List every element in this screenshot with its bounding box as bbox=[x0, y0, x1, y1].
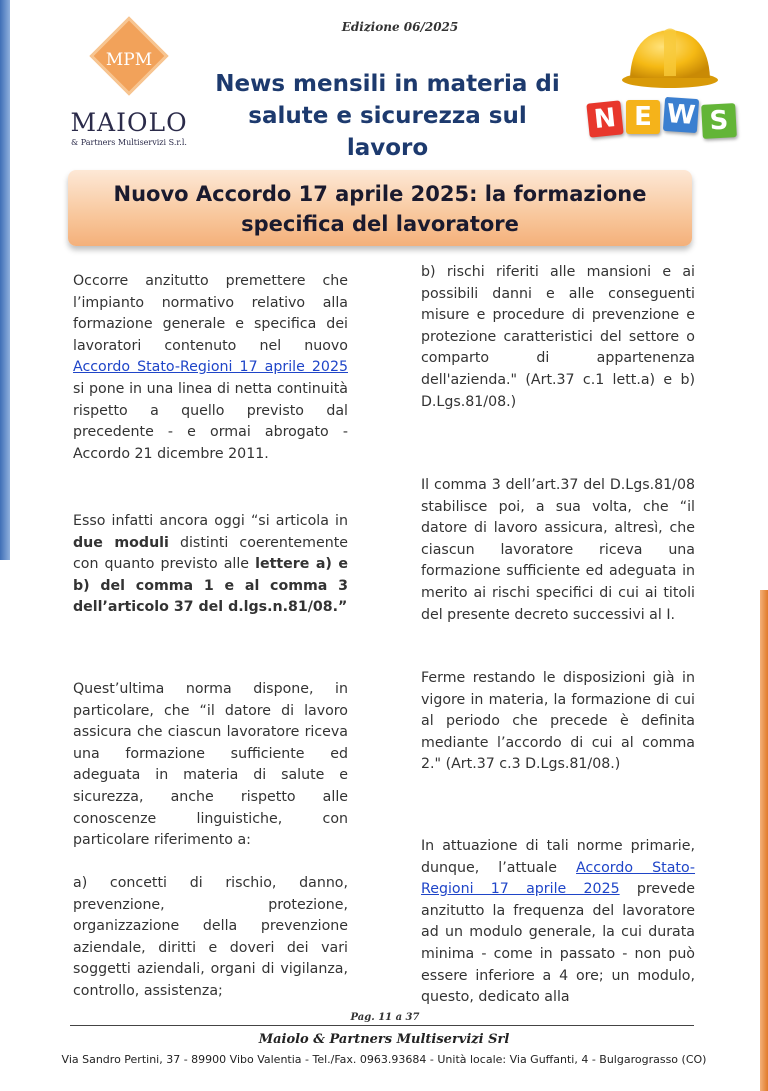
accordo-link-2[interactable]: Accordo Stato-Regioni 17 aprile 2025 bbox=[421, 859, 696, 898]
left-p2-text-a: Esso infatti ancora oggi “si articola in bbox=[73, 513, 348, 529]
right-p4-text-a: In attuazione di tali norme primarie, dunque, l’attuale bbox=[421, 838, 695, 876]
left-accent-bar bbox=[0, 0, 10, 560]
right-paragraph-1 bbox=[421, 262, 695, 413]
logo-subtitle: & Partners Multiservizi S.r.l. bbox=[71, 138, 187, 147]
logo-mark: MPM bbox=[105, 50, 153, 70]
right-p1-text: b) rischi riferiti alle mansioni e ai possibili danni e alle conseguenti misure e procedure di prevenzione e protezione caratteristici del settore o comparto di appartenenza dell'azienda." (Art.37 c.1 lett.a) e b) D.Lgs.81/08.) bbox=[421, 264, 695, 410]
footer-company: Maiolo & Partners Multiservizi Srl bbox=[258, 1032, 510, 1047]
article-headline bbox=[68, 170, 692, 246]
left-p1-text-b: si pone in una linea di netta continuità rispetto a quello previsto dal precedente - e ormai abrogato - Accordo 21 dicembre 2011. bbox=[73, 380, 348, 462]
left-paragraph-4 bbox=[73, 873, 348, 1003]
page-number: Pag. 11 a 37 bbox=[350, 1012, 420, 1023]
left-p2-bold-b: lettere a) e b) del comma 1 e al comma 3 dell’articolo 37 del d.lgs.n.81/08.” bbox=[73, 556, 348, 616]
edition-label: Edizione 06/2025 bbox=[341, 20, 459, 34]
right-p2-text: Il comma 3 dell’art.37 del D.Lgs.81/08 stabilisce poi, a sua volta, che “il datore di lavoro assicura, altresì, che ciascun lavoratore riceva una formazione sufficiente ed adeguata in merito ai rischi specifici di cui ai titoli del presente decreto successivi al I. bbox=[421, 477, 695, 623]
accordo-link-1[interactable]: Accordo Stato-Regioni 17 aprile 2025 bbox=[73, 359, 348, 376]
right-paragraph-2 bbox=[421, 475, 695, 626]
news-block-s: S bbox=[701, 103, 737, 139]
logo-name: MAIOLO bbox=[70, 108, 188, 137]
right-accent-bar bbox=[760, 590, 768, 1091]
news-blocks-icon bbox=[588, 96, 748, 142]
hard-hat-icon bbox=[620, 22, 720, 90]
left-p2-text-b: distinti coerentemente con quanto previsto alle bbox=[73, 534, 348, 573]
right-paragraph-4 bbox=[421, 836, 695, 1009]
left-paragraph-3 bbox=[73, 679, 348, 852]
newsletter-title bbox=[205, 68, 570, 164]
headline-line1: Nuovo Accordo 17 aprile 2025: la formazione bbox=[113, 182, 647, 206]
left-p2-bold-a: due moduli bbox=[73, 534, 169, 551]
right-paragraph-3 bbox=[421, 668, 695, 776]
right-p4-text-b: prevede anzitutto la frequenza del lavoratore ad un modulo generale, la cui durata minima - come in passato - non può essere inferiore a 4 ore; un modulo, questo, dedicato alla bbox=[421, 881, 696, 1006]
left-p3-text: Quest’ultima norma dispone, in particolare, che “il datore di lavoro assicura che ciascun lavoratore riceva una formazione sufficiente ed adeguata in materia di salute e sicurezza, anche rispetto alle conoscenze linguistiche, con particolare riferimento a: bbox=[73, 681, 348, 849]
headline-line2: specifica del lavoratore bbox=[241, 212, 519, 236]
newsletter-title-line1: News mensili in materia di bbox=[215, 71, 560, 97]
left-p4-text: a) concetti di rischio, danno, prevenzione, protezione, organizzazione della prevenzione aziendale, diritti e doveri dei vari soggetti aziendali, organi di vigilanza, controllo, assistenza; bbox=[73, 875, 348, 999]
news-block-n: N bbox=[586, 100, 623, 137]
mpm-logo-icon bbox=[66, 20, 192, 150]
left-paragraph-2 bbox=[73, 511, 348, 619]
news-block-e: E bbox=[626, 100, 660, 134]
news-block-w: W bbox=[663, 97, 699, 133]
right-p3-text: Ferme restando le disposizioni già in vigore in materia, la formazione di cui al periodo che precede è definita mediante l’accordo di cui al comma 2." (Art.37 c.3 D.Lgs.81/08.) bbox=[421, 670, 695, 773]
newsletter-title-line2: salute e sicurezza sul lavoro bbox=[248, 103, 527, 161]
footer-divider bbox=[70, 1025, 694, 1026]
left-p1-text-a: Occorre anzitutto premettere che l’impianto normativo relativo alla formazione generale e specifica dei lavoratori contenuto nel nuovo bbox=[73, 273, 348, 354]
left-paragraph-1 bbox=[73, 271, 348, 465]
footer-address: Via Sandro Pertini, 37 - 89900 Vibo Valentia - Tel./Fax. 0963.93684 - Unità locale: Via Guffanti, 4 - Bulgarograsso (CO) bbox=[61, 1053, 707, 1066]
